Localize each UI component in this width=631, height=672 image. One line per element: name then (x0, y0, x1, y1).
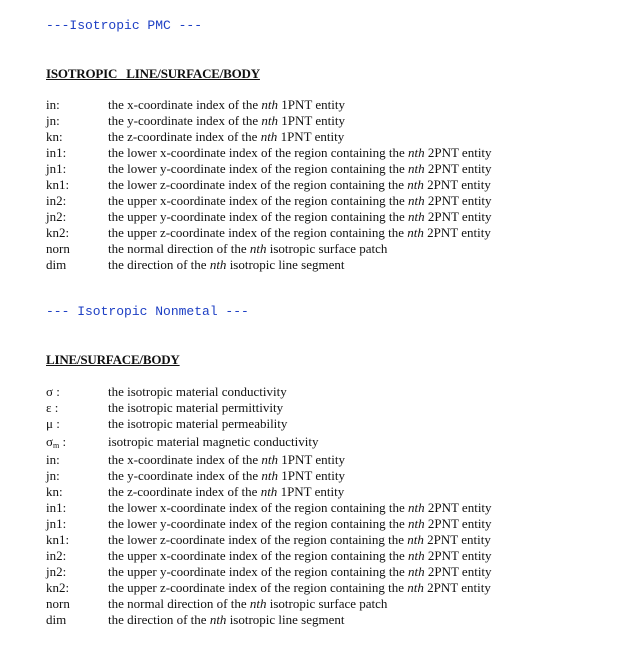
definition-text-post: 2PNT entity (423, 225, 491, 240)
definition-text (108, 241, 387, 257)
definition-text-italic: nth (407, 145, 425, 160)
definition-text-italic: nth (260, 129, 278, 144)
definition-text (108, 129, 344, 145)
definition-row (46, 193, 492, 209)
definition-term: jn: (46, 468, 60, 483)
definition-term: kn: (46, 129, 63, 144)
definition-text-italic: nth (249, 596, 267, 611)
definition-text-pre: the lower z-coordinate index of the region containing the (108, 177, 408, 192)
definition-row (46, 548, 492, 564)
definition-text (108, 548, 492, 564)
definition-text-pre: the upper x-coordinate index of the region containing the (108, 193, 408, 208)
definition-row (46, 97, 492, 113)
definition-row (46, 580, 492, 596)
definition-text-post: isotropic line segment (226, 257, 345, 272)
sigma-symbol: σ (46, 434, 54, 449)
definition-text-post: 1PNT entity (278, 97, 345, 112)
definition-text-italic: nth (261, 97, 279, 112)
definition-text-post: 1PNT entity (277, 484, 345, 499)
definition-text-pre: the y-coordinate index of the (108, 468, 262, 483)
definition-text-pre: the upper y-coordinate index of the region containing the (108, 209, 408, 224)
definition-row (46, 468, 492, 484)
definition-term: jn1: (46, 516, 67, 531)
definition-term: kn1: (46, 177, 70, 192)
definition-text-post: 2PNT entity (423, 580, 491, 595)
definition-text-pre: the lower x-coordinate index of the region containing the (108, 500, 408, 515)
definition-term: norn (46, 241, 70, 256)
definition-text (108, 596, 387, 612)
definition-text-italic: nth (407, 580, 424, 595)
definition-text-pre: the x-coordinate index of the (108, 97, 262, 112)
definition-text-post: 1PNT entity (278, 452, 345, 467)
definition-text (108, 97, 345, 113)
definition-text-italic: nth (407, 548, 425, 563)
definition-text (108, 484, 344, 500)
definition-row (46, 161, 492, 177)
definition-text-pre: the upper x-coordinate index of the region containing the (108, 548, 408, 563)
symbol-row (46, 416, 492, 432)
definition-text-pre: the y-coordinate index of the (108, 113, 262, 128)
definition-row (46, 209, 492, 225)
definition-row (46, 532, 492, 548)
definition-term: jn2: (46, 564, 67, 579)
definition-text-italic: nth (209, 612, 227, 627)
definition-term: dim (46, 257, 67, 272)
sigma-subscript: m (53, 441, 60, 450)
definition-term: in: (46, 452, 60, 467)
definition-term: norn (46, 596, 70, 611)
definition-text-pre: the z-coordinate index of the (108, 129, 261, 144)
definition-text-italic: nth (261, 113, 279, 128)
definition-text-pre: the normal direction of the (108, 596, 250, 611)
definition-term: dim (46, 612, 67, 627)
isotropic-nonmetal-title: --- Isotropic Nonmetal --- (46, 304, 249, 319)
sigma-m-row (46, 432, 492, 452)
nonmetal-definition-list (46, 384, 492, 628)
symbol-term: μ : (46, 416, 60, 431)
definition-row (46, 500, 492, 516)
definition-text (108, 225, 491, 241)
definition-row (46, 241, 492, 257)
sigma-colon: : (59, 434, 67, 449)
definition-text-pre: the upper z-coordinate index of the region containing the (108, 580, 408, 595)
definition-text (108, 516, 492, 532)
definition-text-post: isotropic surface patch (266, 596, 388, 611)
definition-row (46, 516, 492, 532)
isotropic-pmc-title: ---Isotropic PMC --- (46, 18, 203, 33)
definition-text-italic: nth (261, 468, 279, 483)
definition-text (108, 564, 492, 580)
definition-text-italic: nth (407, 209, 425, 224)
definition-row (46, 484, 492, 500)
definition-text-italic: nth (407, 564, 425, 579)
definition-text-italic: nth (249, 241, 267, 256)
definition-text-pre: the z-coordinate index of the (108, 484, 261, 499)
definition-term: in: (46, 97, 60, 112)
definition-text (108, 209, 492, 225)
definition-text-post: 2PNT entity (424, 161, 492, 176)
definition-text-post: isotropic surface patch (266, 241, 388, 256)
definition-term: kn: (46, 484, 63, 499)
definition-text-post: isotropic line segment (226, 612, 345, 627)
definition-row (46, 225, 492, 241)
definition-text-italic: nth (407, 193, 425, 208)
definition-term: jn: (46, 113, 60, 128)
symbol-term: σ : (46, 384, 60, 399)
definition-text-pre: the lower x-coordinate index of the region containing the (108, 145, 408, 160)
definition-row (46, 113, 492, 129)
definition-text (108, 532, 491, 548)
definition-text-post: 2PNT entity (423, 177, 491, 192)
definition-term: kn2: (46, 225, 70, 240)
definition-text-post: 2PNT entity (424, 516, 492, 531)
definition-text-pre: the upper y-coordinate index of the region containing the (108, 564, 408, 579)
definition-text-italic: nth (407, 500, 425, 515)
definition-term: jn1: (46, 161, 67, 176)
definition-text (108, 500, 492, 516)
definition-text-italic: nth (407, 532, 424, 547)
definition-text-italic: nth (407, 177, 424, 192)
definition-text (108, 113, 345, 129)
symbol-desc: the isotropic material permeability (108, 416, 288, 431)
definition-text-italic: nth (407, 225, 424, 240)
nonmetal-section-heading: LINE/SURFACE/BODY (46, 352, 180, 367)
definition-term: in1: (46, 500, 67, 515)
definition-text (108, 580, 491, 596)
definition-term: kn1: (46, 532, 70, 547)
definition-row (46, 564, 492, 580)
definition-text (108, 145, 492, 161)
definition-term: in2: (46, 548, 67, 563)
definition-row (46, 612, 492, 628)
sigma-m-desc: isotropic material magnetic conductivity (108, 434, 319, 449)
definition-text-pre: the lower y-coordinate index of the region containing the (108, 516, 408, 531)
definition-text-pre: the direction of the (108, 257, 210, 272)
definition-text-post: 2PNT entity (424, 193, 492, 208)
definition-text-pre: the lower z-coordinate index of the region containing the (108, 532, 408, 547)
definition-term: in1: (46, 145, 67, 160)
definition-row (46, 452, 492, 468)
definition-term: kn2: (46, 580, 70, 595)
pmc-definition-list (46, 97, 492, 273)
definition-row (46, 145, 492, 161)
symbol-row (46, 384, 492, 400)
definition-text-italic: nth (407, 516, 425, 531)
definition-text (108, 177, 491, 193)
definition-text (108, 468, 345, 484)
definition-text-post: 1PNT entity (277, 129, 345, 144)
symbol-desc: the isotropic material conductivity (108, 384, 287, 399)
definition-text (108, 257, 345, 273)
definition-text-post: 2PNT entity (424, 209, 492, 224)
symbol-desc: the isotropic material permittivity (108, 400, 284, 415)
definition-text-post: 2PNT entity (424, 500, 492, 515)
sigma-m-term (46, 432, 108, 452)
definition-text-pre: the normal direction of the (108, 241, 250, 256)
definition-row (46, 177, 492, 193)
symbol-term: ε : (46, 400, 59, 415)
pmc-section-heading: ISOTROPIC LINE/SURFACE/BODY (46, 66, 260, 81)
definition-row (46, 596, 492, 612)
definition-text-pre: the lower y-coordinate index of the region containing the (108, 161, 408, 176)
definition-text (108, 612, 345, 628)
definition-text-post: 1PNT entity (278, 113, 345, 128)
definition-text-post: 2PNT entity (423, 532, 491, 547)
definition-term: jn2: (46, 209, 67, 224)
definition-text-post: 1PNT entity (278, 468, 345, 483)
definition-text-post: 2PNT entity (424, 564, 492, 579)
definition-term: in2: (46, 193, 67, 208)
definition-text-pre: the upper z-coordinate index of the region containing the (108, 225, 408, 240)
definition-text-italic: nth (261, 452, 279, 467)
definition-row (46, 129, 492, 145)
definition-text-post: 2PNT entity (424, 548, 492, 563)
definition-text-italic: nth (407, 161, 425, 176)
definition-text-italic: nth (260, 484, 278, 499)
definition-text-italic: nth (209, 257, 227, 272)
definition-text (108, 193, 492, 209)
definition-row (46, 257, 492, 273)
definition-text (108, 161, 492, 177)
definition-text-pre: the x-coordinate index of the (108, 452, 262, 467)
definition-text-post: 2PNT entity (424, 145, 492, 160)
definition-text-pre: the direction of the (108, 612, 210, 627)
symbol-row (46, 400, 492, 416)
definition-text (108, 452, 345, 468)
